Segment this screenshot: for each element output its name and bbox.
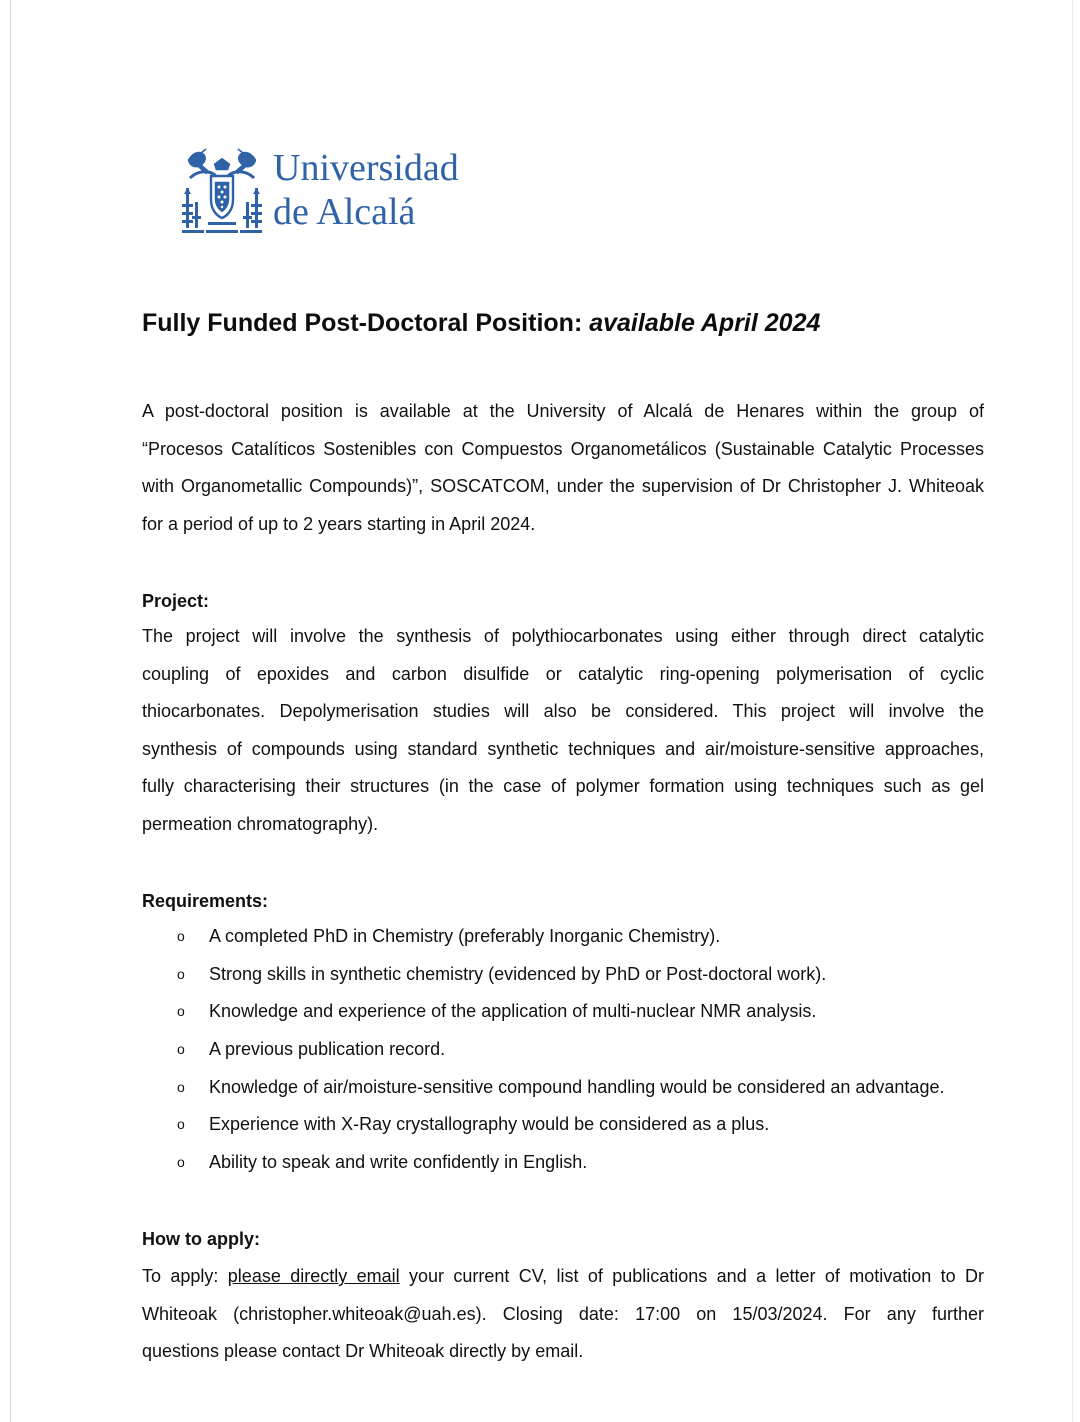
university-logo xyxy=(182,146,482,240)
university-name-line2: de Alcalá xyxy=(273,191,416,233)
project-heading: Project: xyxy=(142,591,210,611)
apply-line: Whiteoak (christopher.whiteoak@uah.es). Closing date: 17:00 on 15/03/2024. For any further xyxy=(142,1303,984,1324)
university-name-line1: Universidad xyxy=(273,147,459,189)
university-coat-of-arms-icon xyxy=(182,146,262,238)
list-item: o Experience with X-Ray crystallography would be considered as a plus. xyxy=(142,1106,1002,1144)
page-left-edge xyxy=(10,0,11,1422)
page-title xyxy=(142,309,820,338)
intro-line: A post-doctoral position is available at the University of Alcalá de Henares within the group of xyxy=(142,401,984,421)
project-line: permeation chromatography). xyxy=(142,813,379,834)
list-item: o Ability to speak and write confidently in English. xyxy=(142,1144,1002,1182)
bullet-icon: o xyxy=(177,1154,185,1171)
bullet-icon: o xyxy=(177,965,185,982)
intro-paragraph xyxy=(142,393,984,543)
project-line: thiocarbonates. Depolymerisation studies will also be considered. This project will involve the xyxy=(142,701,984,721)
bullet-icon: o xyxy=(177,1116,185,1133)
project-line: coupling of epoxides and carbon disulfide or catalytic ring-opening polymerisation of cyclic xyxy=(142,663,984,684)
email-instruction-link[interactable]: please directly email xyxy=(227,1266,400,1286)
apply-line: To apply: please directly email your current CV, list of publications and a letter of motivation to Dr xyxy=(142,1266,985,1286)
requirements-heading: Requirements: xyxy=(142,891,269,911)
intro-line: “Procesos Catalíticos Sostenibles con Compuestos Organometálicos (Sustainable Catalytic Processes xyxy=(142,438,984,459)
list-item: o A completed PhD in Chemistry (preferably Inorganic Chemistry). xyxy=(142,918,1002,956)
list-item: o Strong skills in synthetic chemistry (evidenced by PhD or Post-doctoral work). xyxy=(142,956,1002,994)
university-name xyxy=(273,146,459,234)
intro-line: with Organometallic Compounds)”, SOSCATCOM, under the supervision of Dr Christopher J. Whiteoak xyxy=(142,476,984,496)
intro-line: for a period of up to 2 years starting in April 2024. xyxy=(142,513,536,534)
list-item: o Knowledge and experience of the application of multi-nuclear NMR analysis. xyxy=(142,993,1002,1031)
how-to-apply-heading: How to apply: xyxy=(142,1229,260,1249)
project-line: fully characterising their structures (in the case of polymer formation using techniques such as gel xyxy=(142,776,984,796)
project-line: synthesis of compounds using standard synthetic techniques and air/moisture-sensitive approaches, xyxy=(142,738,984,759)
project-line: The project will involve the synthesis of polythiocarbonates using either through direct catalytic xyxy=(142,626,984,646)
bullet-icon: o xyxy=(177,928,185,944)
page-right-edge xyxy=(1072,0,1073,1422)
bullet-icon: o xyxy=(177,1003,185,1020)
list-item: o A previous publication record. xyxy=(142,1031,1002,1069)
requirements-list xyxy=(142,918,1002,1182)
list-item: o Knowledge of air/moisture-sensitive compound handling would be considered an advantage. xyxy=(142,1069,1002,1107)
apply-paragraph xyxy=(142,1258,984,1371)
apply-line: questions please contact Dr Whiteoak directly by email. xyxy=(142,1341,584,1361)
bullet-icon: o xyxy=(177,1041,185,1058)
title-main: Fully Funded Post-Doctoral Position: xyxy=(142,309,590,337)
project-paragraph xyxy=(142,618,984,843)
title-emphasis: available April 2024 xyxy=(589,309,821,337)
bullet-icon: o xyxy=(177,1078,185,1095)
